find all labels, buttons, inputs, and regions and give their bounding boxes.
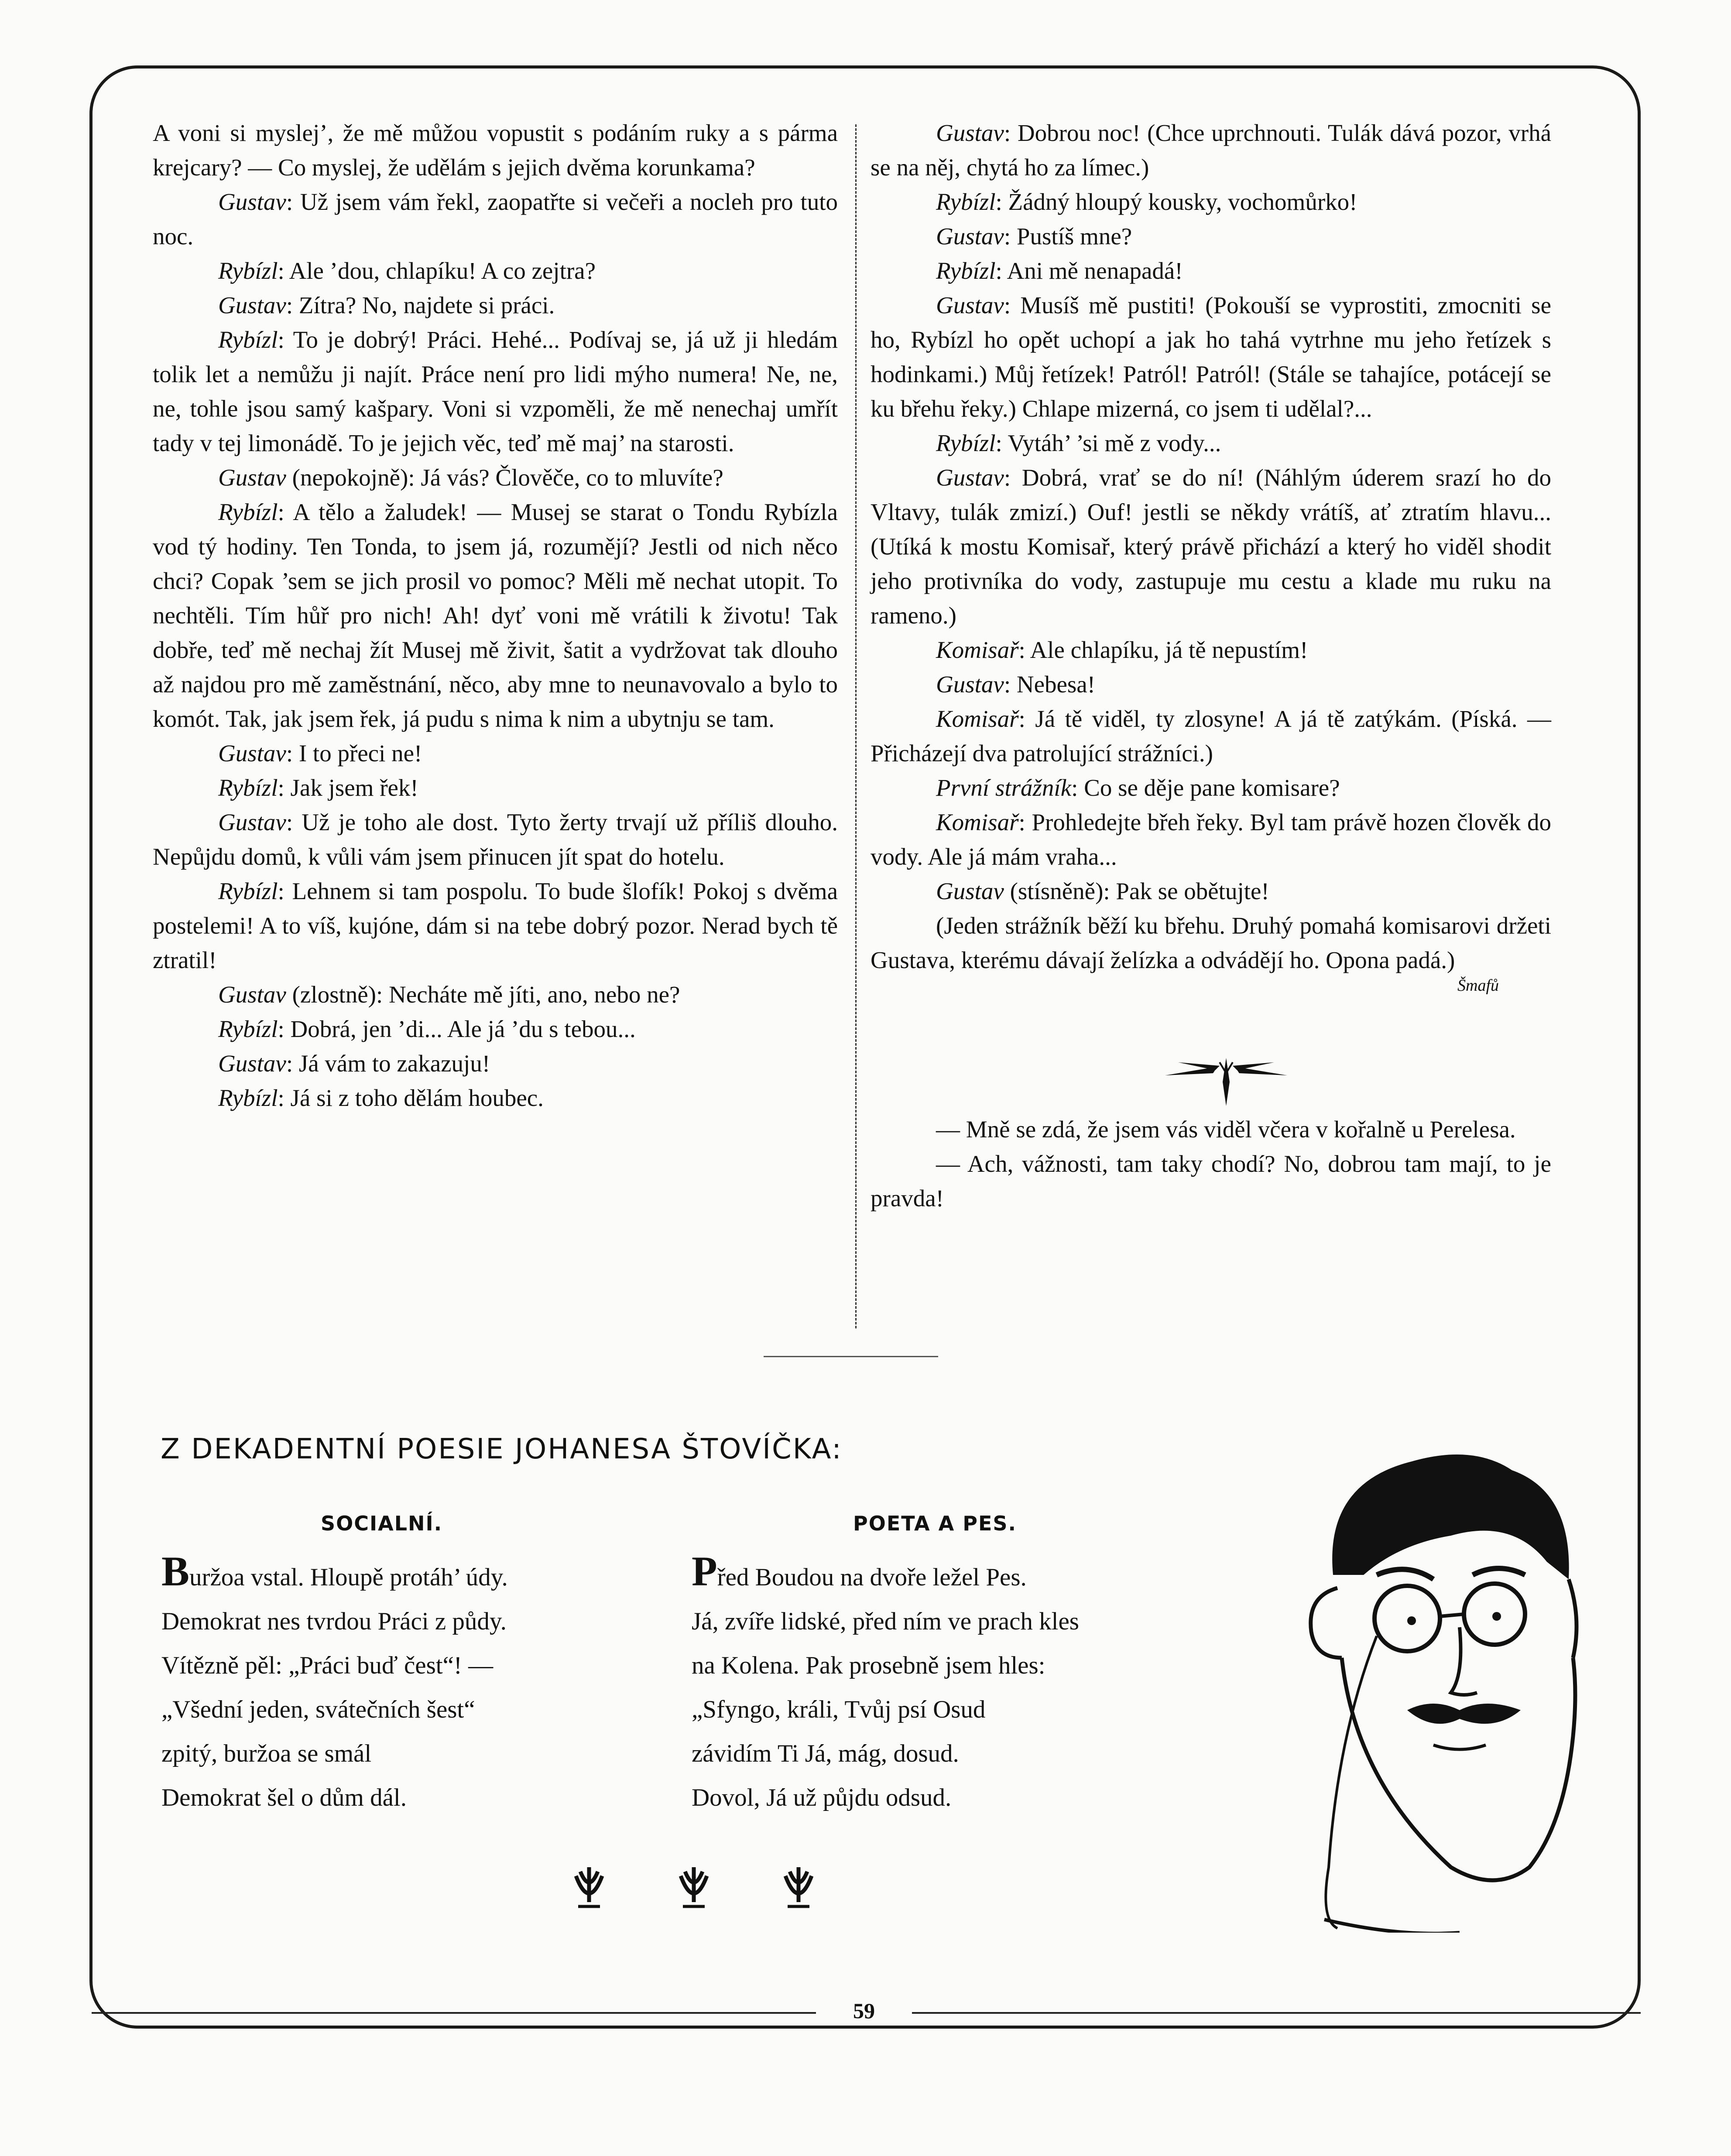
column-divider: [855, 124, 857, 1328]
paragraph: [153, 253, 838, 288]
paragraph: [153, 460, 838, 495]
paragraph: [153, 977, 838, 1012]
poem-line-text: uržoa vstal. Hloupě protáh’ údy.: [189, 1564, 508, 1591]
paragraph-text: : Ale chlapíku, já tě nepustím!: [1018, 637, 1308, 663]
flower-ornaments: [559, 1858, 829, 1911]
flower-icon: [576, 1867, 602, 1906]
speaker: Komisař: [936, 637, 1019, 663]
paragraph: [871, 667, 1551, 702]
paragraph-text: (zlostně): Necháte mě jíti, ano, nebo ne?: [286, 981, 680, 1008]
speaker: Gustav: [218, 464, 286, 491]
speaker: Rybízl: [218, 1016, 278, 1042]
paragraph: [871, 426, 1551, 460]
poem-line: „Všední jeden, svátečních šest“: [161, 1696, 475, 1723]
speaker: Gustav: [936, 120, 1004, 146]
speaker: Gustav: [218, 981, 286, 1008]
stage-direction: [871, 908, 1551, 977]
speaker: Rybízl: [218, 1085, 278, 1111]
speaker: Gustav: [218, 292, 286, 318]
poem-line: Dovol, Já už půjdu odsud.: [692, 1784, 952, 1811]
paragraph-text: : Ale ’dou, chlapíku! A co zejtra?: [278, 257, 596, 284]
poem-line: na Kolena. Pak prosebně jsem hles:: [692, 1652, 1045, 1679]
paragraph-text: : Co se děje pane komisare?: [1071, 774, 1340, 801]
speaker: Rybízl: [218, 499, 278, 525]
paragraph-text: : Vytáh’ ’si mě z vody...: [995, 430, 1221, 456]
speaker: Gustav: [936, 878, 1004, 904]
speaker: První strážník: [936, 774, 1072, 801]
footer-rule: [912, 2012, 1641, 2014]
poem-line: [692, 1548, 1237, 1599]
paragraph-text: : A tělo a žaludek! — Musej se starat o Tondu Rybízla vod tý hodiny. Ten Tonda, to jsem já, rozumějí? Jestli od nich něco chci? Copak ’sem se jich prosil vo pomoc? Měli mě nechat utopit. To nechtěli. Tím hůř pro nich! Ah! dyť voni mě vrátili k životu! Tak dobře, teď mě nechaj žít Musej mě živit, šatit a vydržovat tak dlouho až najdou pro mě zaměstnání, něco, aby mne to neunavovalo a bylo to komót. Tak, jak jsem řek, já pudu s nima k nim a ubytnju se tam.: [153, 499, 838, 732]
speaker: Gustav: [936, 464, 1004, 491]
paragraph: [871, 874, 1551, 908]
paragraph-text: : Já tě viděl, ty zlosyne! A já tě zatýkám. (Píská. — Přicházejí dva patrolující strážníci.): [871, 705, 1551, 767]
poem-line: Demokrat nes tvrdou Práci z půdy.: [161, 1608, 507, 1635]
speaker: Rybízl: [218, 326, 278, 353]
paragraph: [153, 322, 838, 460]
poem-poet: [692, 1548, 1237, 1820]
section-divider: [764, 1356, 938, 1357]
paragraph-text: : Žádný hloupý kousky, vochomůrko!: [995, 188, 1357, 215]
paragraph: [871, 460, 1551, 633]
paragraph: [153, 1081, 838, 1115]
paragraph-text: : Už je toho ale dost. Tyto žerty trvají už příliš dlouho. Nepůjdu domů, k vůli vám jsem přinucen jít spat do hotelu.: [153, 809, 838, 870]
speaker: Gustav: [218, 188, 286, 215]
paragraph-text: : Ani mě nenapadá!: [995, 257, 1183, 284]
speaker: Gustav: [936, 292, 1004, 318]
joke-text: — Ach, vážnosti, tam taky chodí? No, dobrou tam mají, to je pravda!: [871, 1150, 1551, 1211]
paragraph: [871, 702, 1551, 770]
speaker: Rybízl: [936, 188, 996, 215]
speaker: Rybízl: [218, 774, 278, 801]
poem-line-text: řed Boudou na dvoře ležel Pes.: [717, 1564, 1027, 1591]
speaker: Rybízl: [936, 430, 996, 456]
author-signature: Šmafů: [1457, 976, 1499, 995]
flower-icon: [785, 1867, 812, 1906]
paragraph: [871, 253, 1551, 288]
flower-icon: [681, 1867, 707, 1906]
paragraph-text: : Pustíš mne?: [1004, 223, 1132, 250]
paragraph: [153, 495, 838, 736]
paragraph: [871, 116, 1551, 185]
paragraph-text: : Musíš mě pustiti! (Pokouší se vyprostiti, zmocniti se ho, Rybízl ho opět uchopí a jak ho tahá vytrhne mu jeho řetízek s hodinkami.) Můj řetízek! Patról! Patról! (Stále se tahajíce, potácejí se ku břehu řeky.) Chlape mizerná, co jsem ti udělal?...: [871, 292, 1551, 422]
paragraph-text: : Nebesa!: [1004, 671, 1096, 698]
speaker: Gustav: [936, 671, 1004, 698]
left-text-column: [153, 116, 838, 1115]
paragraph-text: : To je dobrý! Práci. Hehé... Podívaj se, já už ji hledám tolik let a nemůžu ji najít. Práce není pro lidi mýho numera! Ne, ne, ne, tohle jsou samý kašpary. Voni si vzpoměli, že mě nenechaj umřít tady v tej limonádě. To je jejich věc, teď mě maj’ na starosti.: [153, 326, 838, 456]
paragraph-text: : Prohledejte břeh řeky. Byl tam právě hozen člověk do vody. Ale já mám vraha...: [871, 809, 1551, 870]
paragraph-text: : Jak jsem řek!: [278, 774, 418, 801]
paragraph: [871, 185, 1551, 219]
paragraph-text: : Zítra? No, najdete si práci.: [286, 292, 555, 318]
paragraph: [153, 1046, 838, 1081]
paragraph: [153, 770, 838, 805]
paragraph-text: : Já si z toho dělám houbec.: [278, 1085, 544, 1111]
paragraph-text: : Už jsem vám řekl, zaopatřte si večeři a nocleh pro tuto noc.: [153, 188, 838, 250]
poem-line: [161, 1548, 663, 1599]
poem-line: „Sfyngo, králi, Tvůj psí Osud: [692, 1696, 986, 1723]
poem-title-social: SOCIALNÍ.: [321, 1512, 443, 1535]
joke-text: — Mně se zdá, že jsem vás viděl včera v kořalně u Perelesa.: [936, 1116, 1516, 1143]
poem-line: Vítězně pěl: „Práci buď čest“! —: [161, 1652, 494, 1679]
speaker: Gustav: [936, 223, 1004, 250]
paragraph: [153, 288, 838, 322]
portrait-icon: [1268, 1431, 1617, 1933]
footer-rule: [92, 2012, 816, 2014]
paragraph-text: : Dobrou noc! (Chce uprchnouti. Tulák dává pozor, vrhá se na něj, chytá ho za límec.): [871, 120, 1551, 181]
speaker: Rybízl: [936, 257, 996, 284]
paragraph-text: : Dobrá, jen ’di... Ale já ’du s tebou...: [278, 1016, 636, 1042]
speaker: Komisař: [936, 809, 1019, 835]
paragraph: [871, 219, 1551, 253]
paragraph-text: (stísněně): Pak se obětujte!: [1004, 878, 1269, 904]
paragraph: [871, 288, 1551, 426]
speaker: Rybízl: [218, 257, 278, 284]
ornament-icon: [1161, 1049, 1292, 1110]
paragraph: [153, 874, 838, 977]
page-number: 59: [853, 1999, 875, 2023]
paragraph-text: : I to přeci ne!: [286, 740, 422, 767]
paragraph-text: : Dobrá, vrať se do ní! (Náhlým úderem srazí ho do Vltavy, tulák zmizí.) Ouf! jestli se někdy vrátíš, ať ztratím hlavu... (Utíká k mostu Komisař, který právě přichází a který ho viděl shodit jeho protivníka do vody, zastupuje mu cestu a klade mu ruku na rameno.): [871, 464, 1551, 629]
joke-line: [871, 1112, 1551, 1146]
speaker: Komisař: [936, 705, 1019, 732]
poetry-heading: Z DEKADENTNÍ POESIE JOHANESA ŠTOVÍČKA:: [161, 1433, 843, 1465]
paragraph: [153, 736, 838, 770]
poem-line: Já, zvíře lidské, před ním ve prach kles: [692, 1608, 1079, 1635]
poem-line: závidím Ti Já, mág, dosud.: [692, 1740, 959, 1767]
paragraph-text: : Já vám to zakazuju!: [286, 1050, 490, 1077]
paragraph: [871, 770, 1551, 805]
speaker: Gustav: [218, 809, 286, 835]
paragraph-text: (nepokojně): Já vás? Člověče, co to mluvíte?: [286, 464, 723, 491]
speaker: Rybízl: [218, 878, 278, 904]
joke-line: [871, 1146, 1551, 1215]
poem-title-poet: POETA A PES.: [853, 1512, 1017, 1535]
paragraph-text: A voni si myslej’, že mě můžou vopustit s podáním ruky a s párma krejcary? — Co myslej, že udělám s jejich dvěma korunkama?: [153, 120, 838, 181]
paragraph: [871, 805, 1551, 874]
paragraph-text: : Lehnem si tam pospolu. To bude šlofík! Pokoj s dvěma postelemi! A to víš, kujóne, dám si na tebe dobrý pozor. Nerad bych tě ztratil!: [153, 878, 838, 973]
paragraph: [153, 116, 838, 185]
paragraph-text: (Jeden strážník běží ku břehu. Druhý pomahá komisarovi držeti Gustava, kterému dávají želízka a odvádějí ho. Opona padá.): [871, 912, 1551, 973]
paragraph: [153, 1012, 838, 1046]
paragraph: [153, 805, 838, 874]
speaker: Gustav: [218, 1050, 286, 1077]
paragraph: [153, 185, 838, 253]
drop-cap: P: [692, 1548, 717, 1595]
paragraph: [871, 633, 1551, 667]
poem-line: zpitý, buržoa se smál: [161, 1740, 372, 1767]
poem-line: Demokrat šel o dům dál.: [161, 1784, 407, 1811]
poem-social: [161, 1548, 663, 1820]
speaker: Gustav: [218, 740, 286, 767]
drop-cap: B: [161, 1548, 190, 1595]
